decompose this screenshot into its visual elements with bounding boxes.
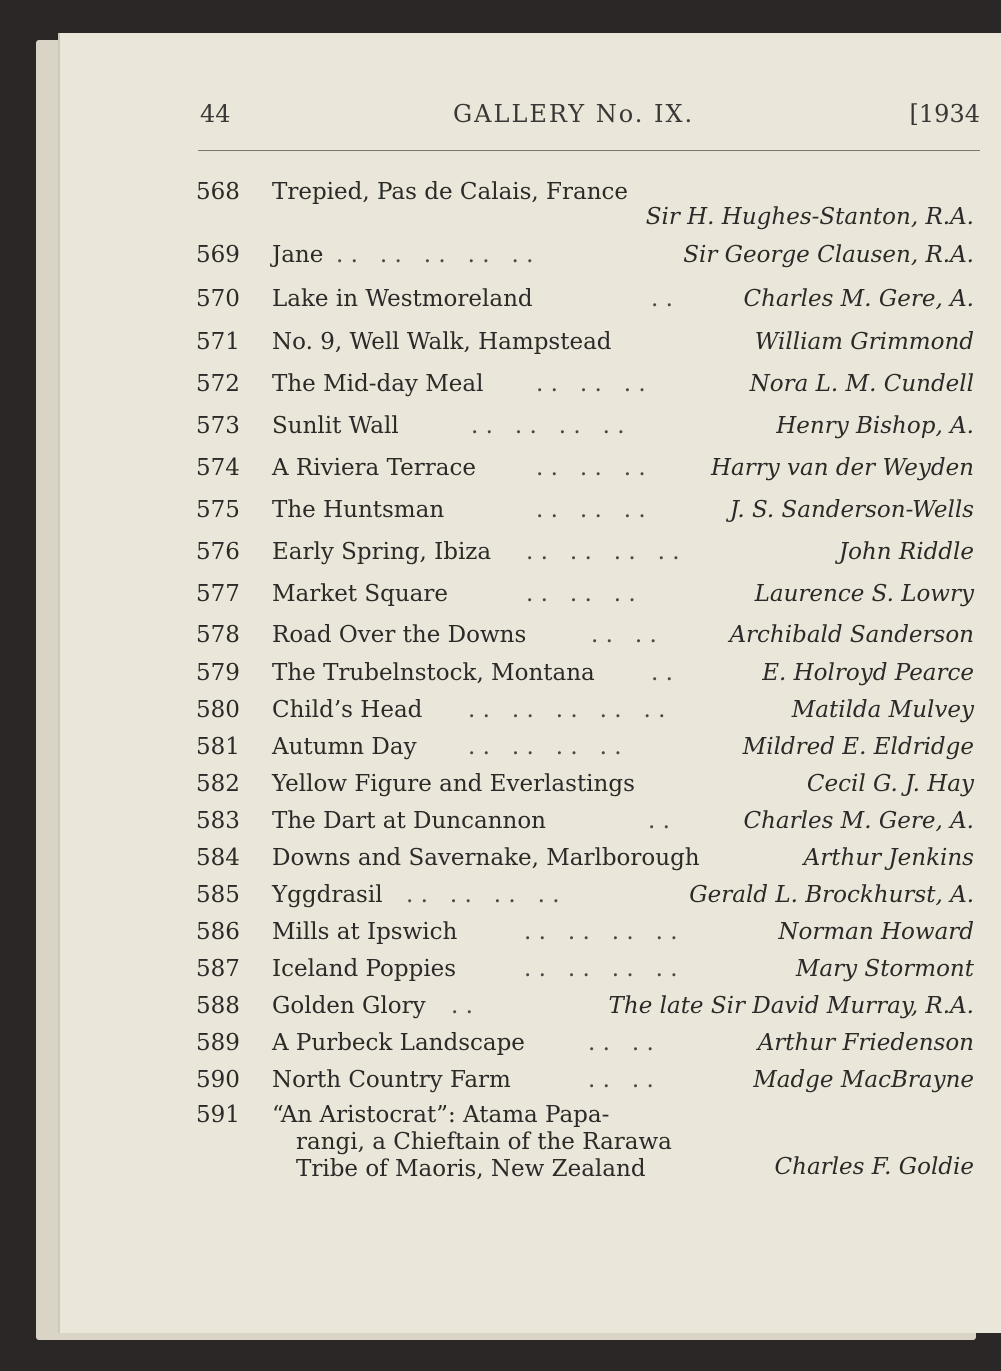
entry-artist: Matilda Mulvey bbox=[791, 697, 974, 723]
entry-artist: Laurence S. Lowry bbox=[754, 581, 974, 607]
entry-title: Downs and Savernake, Marlborough bbox=[272, 845, 700, 871]
leader-dots: . . . . . . . . bbox=[468, 734, 622, 760]
entry-number: 587 bbox=[196, 956, 240, 982]
entry-title: Mills at Ipswich bbox=[272, 919, 458, 945]
leader-dots: . . bbox=[651, 660, 673, 686]
entry-artist: Charles M. Gere, A. bbox=[743, 286, 974, 312]
entry-artist: Arthur Jenkins bbox=[803, 845, 974, 871]
entry-artist: Henry Bishop, A. bbox=[776, 413, 974, 439]
entry-number: 582 bbox=[196, 771, 240, 797]
entry-artist: Mildred E. Eldridge bbox=[742, 734, 974, 760]
entry-title: The Huntsman bbox=[272, 497, 445, 523]
entry-number: 591 bbox=[196, 1102, 240, 1128]
entry-title: Autumn Day bbox=[272, 734, 417, 760]
entry-title: Road Over the Downs bbox=[272, 622, 527, 648]
entry-artist: Norman Howard bbox=[778, 919, 974, 945]
entry-number: 573 bbox=[196, 413, 240, 439]
entry-artist: Gerald L. Brockhurst, A. bbox=[689, 882, 974, 908]
entry-number: 575 bbox=[196, 497, 240, 523]
page-number: 44 bbox=[200, 100, 231, 128]
leader-dots: . . . . bbox=[591, 622, 657, 648]
entry-number: 578 bbox=[196, 622, 240, 648]
entry-title: The Trubelnstock, Montana bbox=[272, 660, 595, 686]
leader-dots: . . . . . . . . bbox=[524, 956, 678, 982]
entry-artist: John Riddle bbox=[838, 539, 974, 565]
list-item bbox=[196, 1102, 980, 1187]
leader-dots: . . . . . . . . . . bbox=[468, 697, 666, 723]
entry-artist: Charles F. Goldie bbox=[774, 1154, 974, 1180]
entry-artist: Cecil G. J. Hay bbox=[806, 771, 974, 797]
leader-dots: . . . . . . bbox=[536, 497, 646, 523]
entry-number: 585 bbox=[196, 882, 240, 908]
entry-number: 583 bbox=[196, 808, 240, 834]
entry-title: Yellow Figure and Everlastings bbox=[272, 771, 635, 797]
entry-artist: Madge MacBrayne bbox=[753, 1067, 974, 1093]
entry-artist: Arthur Friedenson bbox=[757, 1030, 974, 1056]
entry-artist: The late Sir David Murray, R.A. bbox=[608, 993, 974, 1019]
entry-artist: Harry van der Weyden bbox=[710, 455, 974, 481]
entry-title-line1: “An Aristocrat”: Atama Papa- bbox=[272, 1102, 610, 1128]
entry-title: The Mid-day Meal bbox=[272, 371, 484, 397]
entry-number: 576 bbox=[196, 539, 240, 565]
entry-artist: Charles M. Gere, A. bbox=[743, 808, 974, 834]
entry-number: 590 bbox=[196, 1067, 240, 1093]
entry-title: Lake in Westmoreland bbox=[272, 286, 533, 312]
entry-number: 586 bbox=[196, 919, 240, 945]
entry-title: Iceland Poppies bbox=[272, 956, 457, 982]
entry-title: Jane bbox=[272, 242, 324, 268]
entry-artist: E. Holroyd Pearce bbox=[762, 660, 974, 686]
list-item bbox=[196, 177, 980, 237]
leader-dots: . . bbox=[651, 286, 673, 312]
leader-dots: . . . . . . . . bbox=[524, 919, 678, 945]
entry-number: 584 bbox=[196, 845, 240, 871]
entry-number: 579 bbox=[196, 660, 240, 686]
entry-number: 572 bbox=[196, 371, 240, 397]
leader-dots: . . bbox=[451, 993, 473, 1019]
entry-title: Sunlit Wall bbox=[272, 413, 399, 439]
leader-dots: . . . . . . bbox=[536, 455, 646, 481]
entry-artist: Sir George Clausen, R.A. bbox=[683, 242, 974, 268]
catalogue-year: [1934 bbox=[909, 100, 980, 128]
entry-artist: Archibald Sanderson bbox=[729, 622, 974, 648]
entry-number: 571 bbox=[196, 329, 240, 355]
entry-number: 568 bbox=[196, 179, 240, 205]
entry-artist: Nora L. M. Cundell bbox=[749, 371, 974, 397]
entry-artist: William Grimmond bbox=[754, 329, 974, 355]
entry-title: A Riviera Terrace bbox=[272, 455, 476, 481]
header-rule bbox=[198, 150, 980, 151]
entry-title: Early Spring, Ibiza bbox=[272, 539, 492, 565]
entry-number: 580 bbox=[196, 697, 240, 723]
leader-dots: . . . . . . bbox=[526, 581, 636, 607]
entry-title: No. 9, Well Walk, Hampstead bbox=[272, 329, 612, 355]
entry-title: A Purbeck Landscape bbox=[272, 1030, 525, 1056]
entry-title: Trepied, Pas de Calais, France bbox=[272, 179, 629, 205]
entry-title-line2: rangi, a Chieftain of the Rarawa bbox=[296, 1129, 672, 1155]
leader-dots: . . bbox=[648, 808, 670, 834]
entry-title: Market Square bbox=[272, 581, 448, 607]
leader-dots: . . . . . . bbox=[536, 371, 646, 397]
leader-dots: . . . . . . . . bbox=[526, 539, 680, 565]
entry-artist: J. S. Sanderson-Wells bbox=[729, 497, 974, 523]
entry-artist: Sir H. Hughes-Stanton, R.A. bbox=[645, 204, 974, 230]
entry-title: North Country Farm bbox=[272, 1067, 511, 1093]
gallery-title: GALLERY No. IX. bbox=[453, 100, 695, 128]
entry-title-line3: Tribe of Maoris, New Zealand bbox=[296, 1156, 646, 1182]
entry-title: Golden Glory bbox=[272, 993, 426, 1019]
entry-number: 577 bbox=[196, 581, 240, 607]
entry-number: 570 bbox=[196, 286, 240, 312]
entry-title: Child’s Head bbox=[272, 697, 423, 723]
entry-number: 574 bbox=[196, 455, 240, 481]
entry-title: The Dart at Duncannon bbox=[272, 808, 546, 834]
entry-artist: Mary Stormont bbox=[795, 956, 974, 982]
entry-title: Yggdrasil bbox=[272, 882, 383, 908]
page-header bbox=[200, 100, 980, 140]
leader-dots: . . . . . . . . bbox=[406, 882, 560, 908]
leader-dots: . . . . . . . . bbox=[471, 413, 625, 439]
entry-number: 588 bbox=[196, 993, 240, 1019]
leader-dots: . . . . . . . . . . bbox=[336, 242, 534, 268]
entry-number: 569 bbox=[196, 242, 240, 268]
entry-number: 589 bbox=[196, 1030, 240, 1056]
leader-dots: . . . . bbox=[588, 1067, 654, 1093]
entry-number: 581 bbox=[196, 734, 240, 760]
leader-dots: . . . . bbox=[588, 1030, 654, 1056]
